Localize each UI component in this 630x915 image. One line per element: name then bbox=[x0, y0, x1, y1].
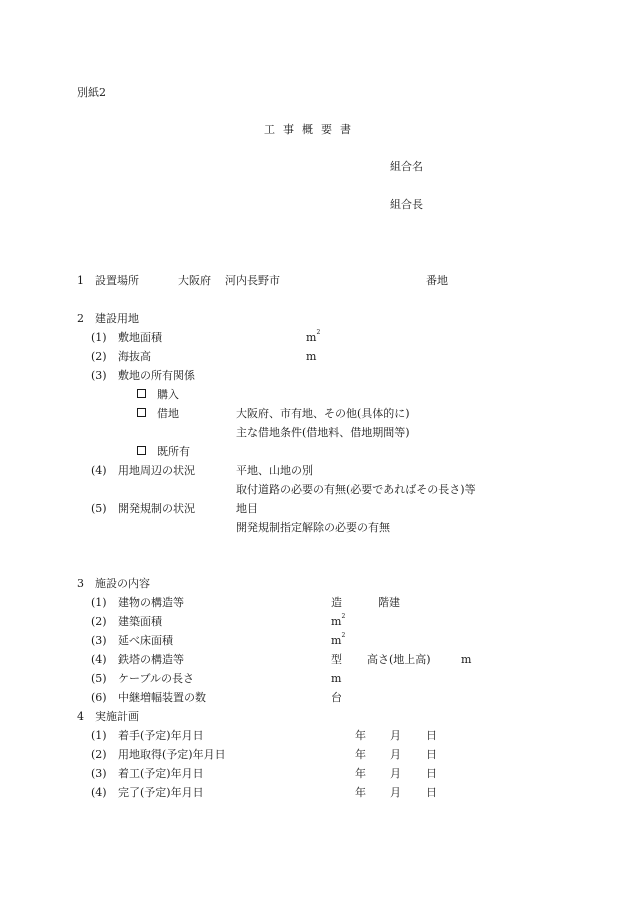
section4-item2-day: 日 bbox=[426, 748, 437, 761]
regulation-detail2: 開発規制指定解除の必要の有無 bbox=[236, 521, 390, 534]
section4-item2-number: (2) bbox=[91, 748, 107, 761]
section3-item2-number: (2) bbox=[91, 615, 107, 628]
lease-detail1: 大阪府、市有地、その他(具体的に) bbox=[236, 407, 410, 420]
section4-item4-month: 月 bbox=[390, 786, 401, 799]
section3-label: 施設の内容 bbox=[95, 577, 150, 590]
section3-item2-unit: $m^2$ bbox=[331, 613, 346, 628]
section1-city: 河内長野市 bbox=[225, 274, 280, 287]
purchase-checkbox[interactable] bbox=[137, 389, 146, 398]
section4-item1-label: 着手(予定)年月日 bbox=[118, 729, 204, 742]
section3-item1-label: 建物の構造等 bbox=[118, 596, 184, 609]
regulation-number: (5) bbox=[91, 502, 107, 515]
section4-item3-day: 日 bbox=[426, 767, 437, 780]
section2-item3-label: 敷地の所有関係 bbox=[118, 369, 195, 382]
section4-item4-day: 日 bbox=[426, 786, 437, 799]
section4-item3-label: 着工(予定)年月日 bbox=[118, 767, 204, 780]
section3-item5-unit: m bbox=[331, 672, 342, 685]
section3-item1-number: (1) bbox=[91, 596, 107, 609]
section3-item4-label: 鉄塔の構造等 bbox=[118, 653, 184, 666]
surroundings-detail2: 取付道路の必要の有無(必要であればその長さ)等 bbox=[236, 483, 476, 496]
surroundings-label: 用地周辺の状況 bbox=[118, 464, 195, 477]
section2-item1-label: 敷地面積 bbox=[118, 331, 162, 344]
section3-item1-extra: 階建 bbox=[378, 596, 400, 609]
surroundings-number: (4) bbox=[91, 464, 107, 477]
section4-item4-number: (4) bbox=[91, 786, 107, 799]
section4-item3-month: 月 bbox=[390, 767, 401, 780]
section4-item2-label: 用地取得(予定)年月日 bbox=[118, 748, 226, 761]
section2-item2-unit: m bbox=[306, 350, 317, 363]
section4-item1-day: 日 bbox=[426, 729, 437, 742]
section2-item2-number: (2) bbox=[91, 350, 107, 363]
union-head-label: 組合長 bbox=[390, 198, 423, 211]
section2-item3-number: (3) bbox=[91, 369, 107, 382]
section4-item2-year: 年 bbox=[355, 748, 366, 761]
section3-item3-label: 延べ床面積 bbox=[118, 634, 173, 647]
surroundings-detail1: 平地、山地の別 bbox=[236, 464, 313, 477]
section3-number: 3 bbox=[77, 577, 84, 590]
section3-item5-number: (5) bbox=[91, 672, 107, 685]
section3-item1-unit: 造 bbox=[331, 596, 342, 609]
regulation-detail1: 地目 bbox=[236, 502, 258, 515]
section3-item2-label: 建築面積 bbox=[118, 615, 162, 628]
page-title: 工事概要書 bbox=[264, 123, 359, 136]
section4-item4-year: 年 bbox=[355, 786, 366, 799]
section2-item1-number: (1) bbox=[91, 331, 107, 344]
lease-checkbox[interactable] bbox=[137, 408, 146, 417]
section4-item3-number: (3) bbox=[91, 767, 107, 780]
section1-prefecture: 大阪府 bbox=[178, 274, 211, 287]
owned-label: 既所有 bbox=[157, 445, 190, 458]
section4-item1-number: (1) bbox=[91, 729, 107, 742]
section3-item3-number: (3) bbox=[91, 634, 107, 647]
section2-item1-unit: $m^2$ bbox=[306, 329, 321, 344]
lease-detail2: 主な借地条件(借地料、借地期間等) bbox=[236, 426, 410, 439]
section1-lot: 番地 bbox=[426, 274, 448, 287]
owned-checkbox[interactable] bbox=[137, 446, 146, 455]
attachment-label: 別紙2 bbox=[77, 86, 106, 99]
purchase-label: 購入 bbox=[157, 388, 179, 401]
section3-item4-extra-unit: m bbox=[461, 653, 472, 666]
section4-item4-label: 完了(予定)年月日 bbox=[118, 786, 204, 799]
section2-label: 建設用地 bbox=[95, 312, 139, 325]
section1-label: 設置場所 bbox=[95, 274, 139, 287]
regulation-label: 開発規制の状況 bbox=[118, 502, 195, 515]
section3-item5-label: ケーブルの長さ bbox=[118, 672, 195, 685]
section2-number: 2 bbox=[77, 312, 84, 325]
section3-item6-label: 中継増幅装置の数 bbox=[118, 691, 206, 704]
section4-item1-year: 年 bbox=[355, 729, 366, 742]
section3-item4-extra: 高さ(地上高) bbox=[367, 653, 431, 666]
section4-label: 実施計画 bbox=[95, 710, 139, 723]
lease-label: 借地 bbox=[157, 407, 179, 420]
union-name-label: 組合名 bbox=[390, 160, 423, 173]
section3-item6-unit: 台 bbox=[331, 691, 342, 704]
section4-item2-month: 月 bbox=[390, 748, 401, 761]
section3-item4-unit: 型 bbox=[331, 653, 342, 666]
section3-item3-unit: $m^2$ bbox=[331, 632, 346, 647]
section4-item3-year: 年 bbox=[355, 767, 366, 780]
section4-item1-month: 月 bbox=[390, 729, 401, 742]
section3-item6-number: (6) bbox=[91, 691, 107, 704]
section3-item4-number: (4) bbox=[91, 653, 107, 666]
section4-number: 4 bbox=[77, 710, 84, 723]
section2-item2-label: 海抜高 bbox=[118, 350, 151, 363]
section1-number: 1 bbox=[77, 274, 84, 287]
